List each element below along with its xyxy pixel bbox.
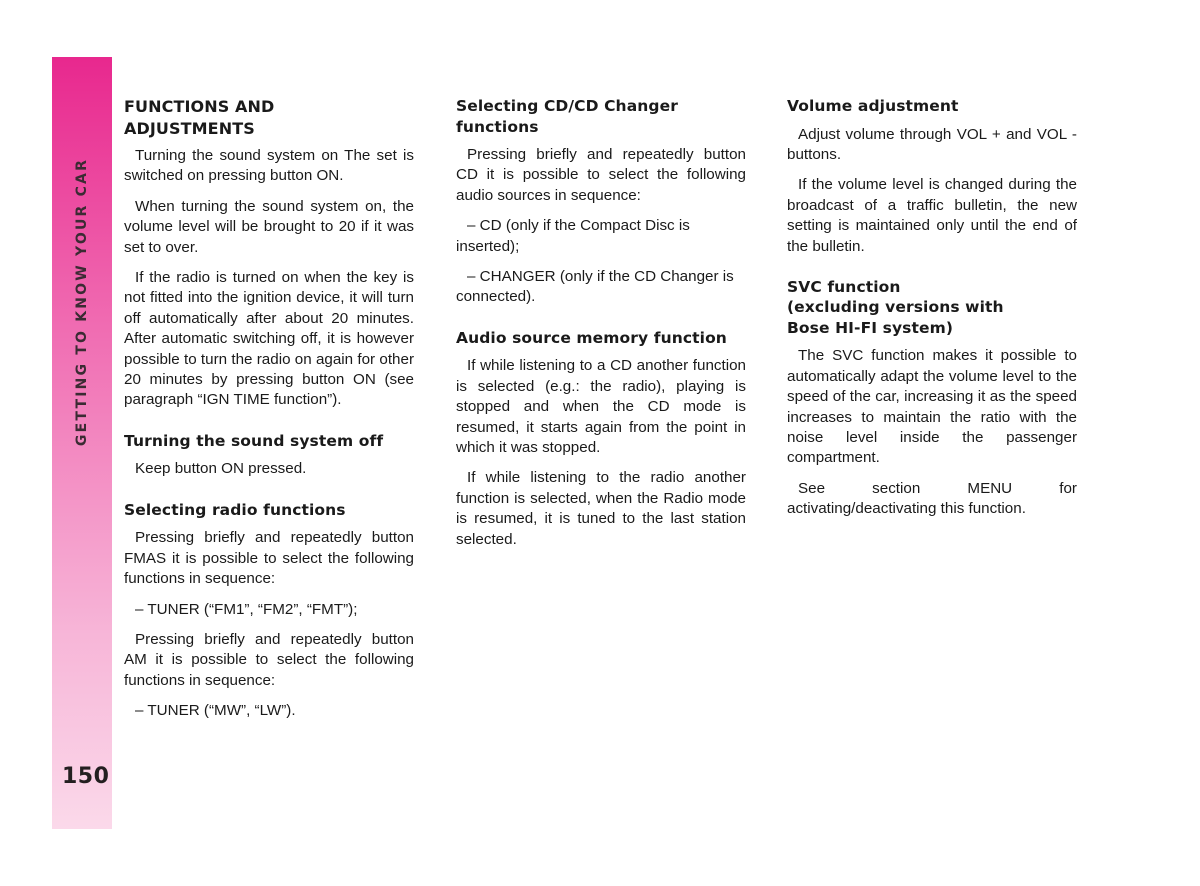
heading-audio-source-memory: Audio source memory function: [456, 328, 727, 347]
list-item: – TUNER (“FM1”, “FM2”, “FMT”);: [135, 600, 358, 618]
heading-svc-function: [787, 277, 1077, 339]
paragraph: Pressing briefly and repeatedly button FMAS it is possible to select the following functions in sequence:: [124, 529, 414, 588]
list-item: – CD (only if the Compact Disc is inserted);: [456, 217, 690, 255]
page-number: 150: [62, 764, 110, 789]
column-right: [787, 96, 1077, 530]
column-left: [124, 96, 414, 732]
list-item: – CHANGER (only if the CD Changer is connected).: [456, 268, 734, 306]
paragraph: If while listening to the radio another function is selected, when the Radio mode is resumed, it is tuned to the last station selected.: [456, 469, 746, 548]
paragraph: Adjust volume through VOL + and VOL - buttons.: [787, 125, 1077, 163]
heading-line: Bose HI-FI system): [787, 318, 954, 337]
heading-sound-system-off: Turning the sound system off: [124, 431, 384, 450]
paragraph: If the radio is turned on when the key is not fitted into the ignition device, it will turn off automatically after about 20 minutes. After automatic switching off, it is however possible to turn the radio on again for other 20 minutes by pressing button ON (see paragraph “IGN TIME function”).: [124, 269, 414, 409]
heading-volume-adjustment: Volume adjustment: [787, 97, 959, 115]
heading-cd-changer-functions: Selecting CD/CD Changer functions: [456, 97, 678, 136]
paragraph: See section MENU for activating/deactivating this function.: [787, 479, 1077, 518]
paragraph: If while listening to a CD another function is selected (e.g.: the radio), playing is stopped and when the CD mode is resumed, it starts again from the point in which it was stopped.: [456, 357, 746, 456]
heading-line: (excluding versions with: [787, 298, 1004, 317]
paragraph: When turning the sound system on, the volume level will be brought to 20 if it was set to over.: [124, 197, 414, 256]
paragraph: Keep button ON pressed.: [135, 460, 307, 478]
paragraph: If the volume level is changed during the broadcast of a traffic bulletin, the new setting is maintained only until the end of the bulletin.: [787, 176, 1077, 255]
paragraph: The SVC function makes it possible to automatically adapt the volume level to the speed of the car, increasing it as the speed increases to maintain the ratio with the noise level inside the passenger compartment.: [787, 347, 1077, 467]
section-title-container: [52, 57, 112, 829]
paragraph: Turning the sound system on The set is switched on pressing button ON.: [124, 147, 414, 185]
heading-radio-functions: Selecting radio functions: [124, 500, 346, 519]
paragraph: Pressing briefly and repeatedly button CD it is possible to select the following audio sources in sequence:: [456, 146, 746, 204]
heading-line: SVC function: [787, 277, 901, 296]
column-middle: [456, 96, 746, 560]
heading-functions-adjustments: FUNCTIONS AND ADJUSTMENTS: [124, 97, 275, 138]
paragraph: Pressing briefly and repeatedly button AM it is possible to select the following functions in sequence:: [124, 630, 414, 689]
list-item: – TUNER (“MW”, “LW”).: [135, 702, 296, 720]
section-title: GETTING TO KNOW YOUR CAR: [74, 157, 90, 447]
